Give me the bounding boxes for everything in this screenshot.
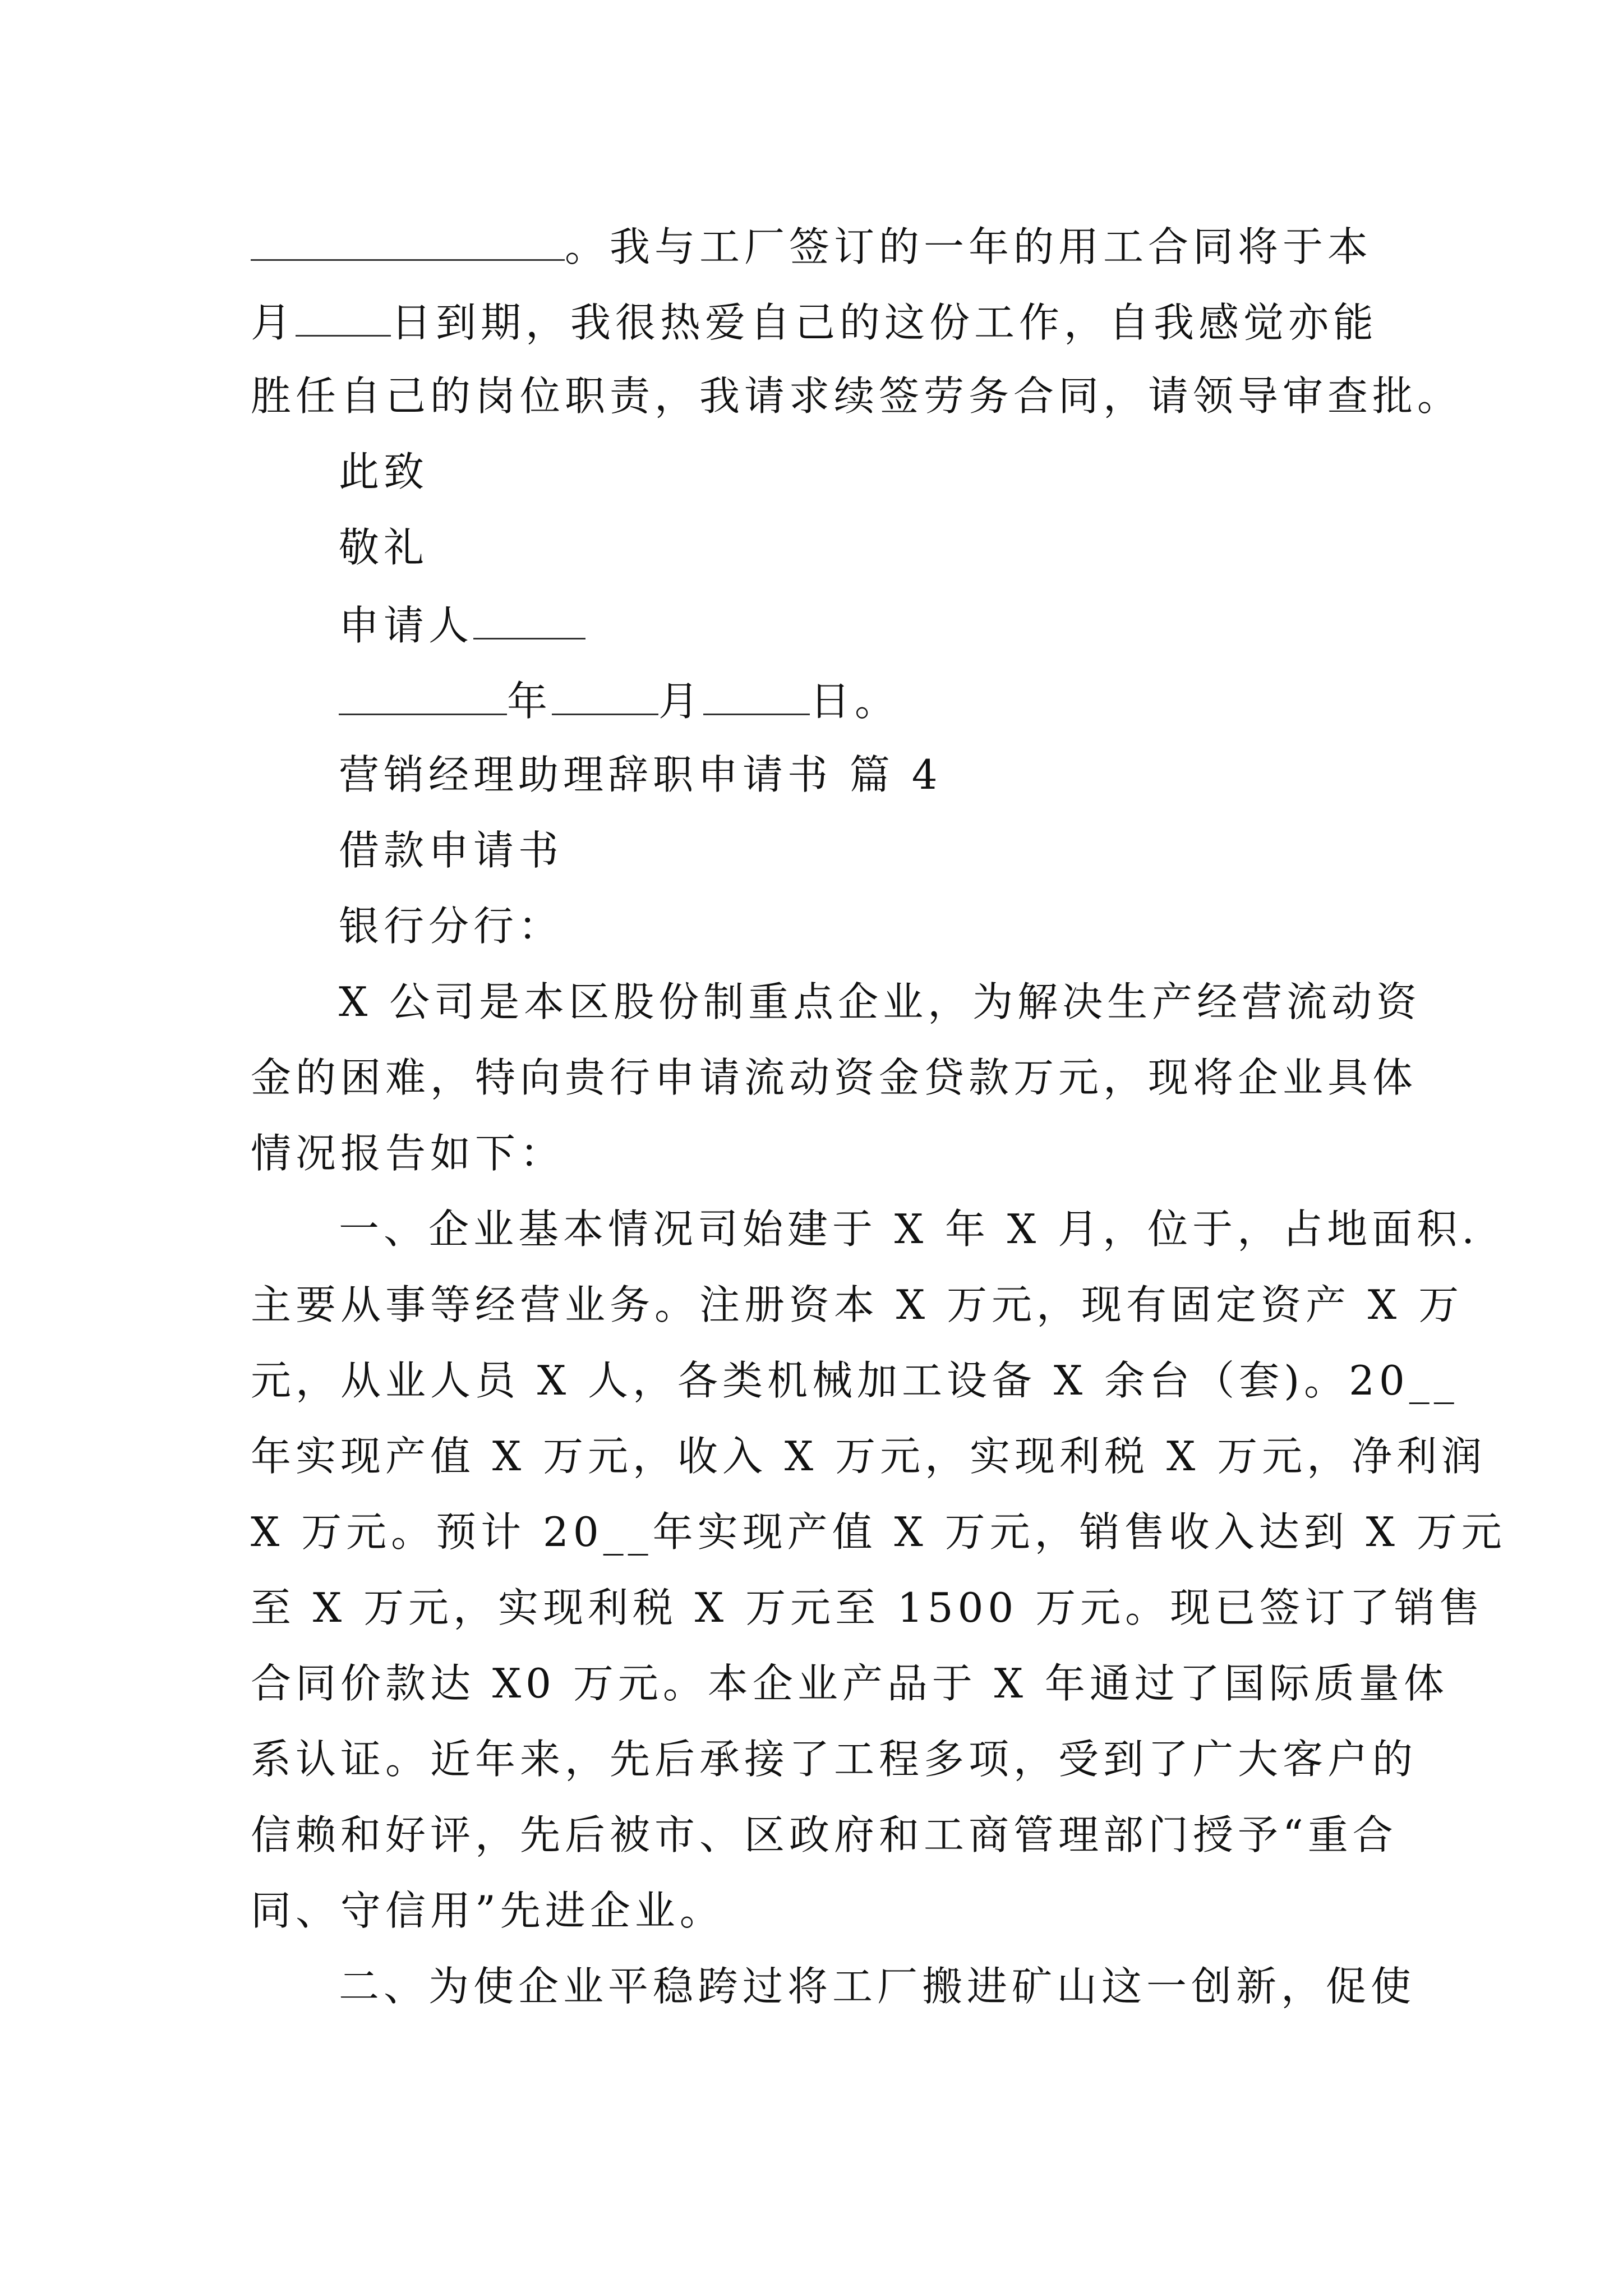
section-heading: 营销经理助理辞职申请书 篇 4: [339, 751, 942, 798]
fill-blank: [339, 679, 507, 715]
text-line-14: 一、企业基本情况司始建于 X 年 X 月，位于，占地面积.: [339, 1205, 1479, 1253]
text-line-18: X 万元。预计 20__年实现产值 X 万元，销售收入达到 X 万元: [251, 1508, 1506, 1556]
text-line-12: 金的困难，特向贵行申请流动资金贷款万元，现将企业具体: [251, 1054, 1418, 1101]
fill-blank: [703, 679, 810, 715]
text-line-3: 胜任自己的岗位职责，我请求续签劳务合同，请领导审查批。: [251, 372, 1463, 420]
text-line-2: 月 日到期，我很热爱自己的这份工作，自我感觉亦能: [251, 299, 1378, 346]
applicant-line: 申请人: [339, 603, 585, 646]
date-line: 年 月 日。: [339, 679, 900, 721]
fill-blank: [473, 603, 585, 639]
text-line-24: 二、为使企业平稳跨过将工厂搬进矿山这一创新，促使: [339, 1963, 1416, 2010]
addressee: 银行分行：: [339, 903, 564, 950]
document-title: 借款申请书: [339, 827, 564, 874]
text-line-11: X 公司是本区股份制重点企业，为解决生产经营流动资: [339, 978, 1422, 1025]
text-line-15: 主要从事等经营业务。注册资本 X 万元，现有固定资产 X 万: [251, 1281, 1464, 1328]
text-line-22: 信赖和好评，先后被市、区政府和工商管理部门授予“重合: [251, 1811, 1398, 1858]
text-line-20: 合同价款达 X0 万元。本企业产品于 X 年通过了国际质量体: [251, 1660, 1449, 1707]
closing-regards: 敬礼: [339, 524, 429, 571]
text-line-13: 情况报告如下：: [251, 1130, 565, 1177]
closing-salutation: 此致: [339, 448, 429, 495]
text-line-21: 系认证。近年来，先后承接了工程多项，受到了广大客户的: [251, 1736, 1418, 1783]
text-line-17: 年实现产值 X 万元，收入 X 万元，实现利税 X 万元，净利润: [251, 1433, 1487, 1480]
fill-blank: [552, 679, 658, 715]
text-line-1: 。我与工厂签订的一年的用工合同将于本: [251, 224, 1372, 267]
text-line-19: 至 X 万元，实现利税 X 万元至 1500 万元。现已签订了销售: [251, 1584, 1484, 1631]
text-line-16: 元，从业人员 X 人，各类机械加工设备 X 余台（套)。20__: [251, 1357, 1459, 1404]
fill-blank: [251, 224, 565, 261]
fill-blank: [296, 300, 391, 337]
text-line-23: 同、守信用”先进企业。: [251, 1887, 725, 1934]
